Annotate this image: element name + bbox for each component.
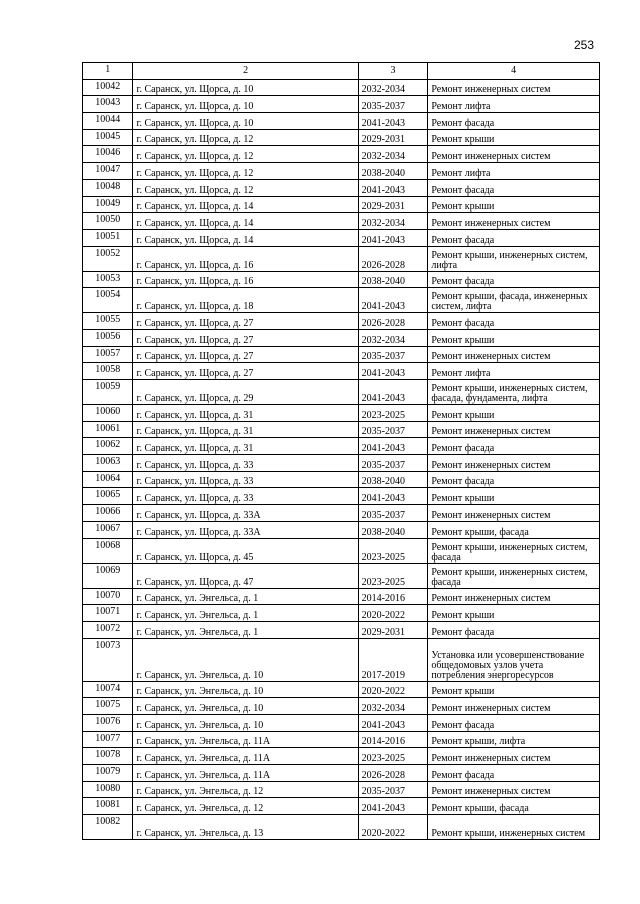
- work-type-cell: Ремонт крыши: [428, 605, 600, 622]
- address-cell: г. Саранск, ул. Энгельса, д. 12: [133, 798, 358, 815]
- address-cell: г. Саранск, ул. Щорса, д. 10: [133, 113, 358, 130]
- table-body: [83, 63, 600, 840]
- address-cell: г. Саранск, ул. Щорса, д. 31: [133, 421, 358, 438]
- table-row: [83, 129, 600, 146]
- address-cell: г. Саранск, ул. Щорса, д. 27: [133, 329, 358, 346]
- table-row: [83, 605, 600, 622]
- work-type-cell: Установка или усовершенствование общедомовых узлов учета потребления энергоресурсов: [428, 638, 600, 681]
- work-type-cell: Ремонт инженерных систем: [428, 421, 600, 438]
- row-number-cell: 10071: [83, 605, 133, 622]
- address-cell: г. Саранск, ул. Щорса, д. 33: [133, 488, 358, 505]
- address-cell: г. Саранск, ул. Щорса, д. 12: [133, 146, 358, 163]
- table-row: [83, 113, 600, 130]
- header-col-3: 3: [358, 63, 428, 80]
- row-number-cell: 10061: [83, 421, 133, 438]
- period-cell: 2035-2037: [358, 781, 428, 798]
- period-cell: 2041-2043: [358, 798, 428, 815]
- row-number-cell: 10055: [83, 313, 133, 330]
- address-cell: г. Саранск, ул. Энгельса, д. 12: [133, 781, 358, 798]
- period-cell: 2014-2016: [358, 731, 428, 748]
- period-cell: 2017-2019: [358, 638, 428, 681]
- period-cell: 2041-2043: [358, 229, 428, 246]
- address-cell: г. Саранск, ул. Энгельса, д. 1: [133, 605, 358, 622]
- table-row: [83, 96, 600, 113]
- period-cell: 2026-2028: [358, 765, 428, 782]
- period-cell: 2041-2043: [358, 288, 428, 313]
- row-number-cell: 10059: [83, 380, 133, 405]
- table-row: [83, 79, 600, 96]
- address-cell: г. Саранск, ул. Щорса, д. 10: [133, 96, 358, 113]
- address-cell: г. Саранск, ул. Щорса, д. 12: [133, 129, 358, 146]
- table-row: [83, 363, 600, 380]
- period-cell: 2035-2037: [358, 505, 428, 522]
- period-cell: 2041-2043: [358, 363, 428, 380]
- table-row: [83, 765, 600, 782]
- table-row: [83, 563, 600, 588]
- work-type-cell: Ремонт крыши: [428, 329, 600, 346]
- period-cell: 2032-2034: [358, 79, 428, 96]
- header-col-4: 4: [428, 63, 600, 80]
- address-cell: г. Саранск, ул. Щорса, д. 14: [133, 229, 358, 246]
- period-cell: 2026-2028: [358, 313, 428, 330]
- address-cell: г. Саранск, ул. Энгельса, д. 1: [133, 588, 358, 605]
- row-number-cell: 10042: [83, 79, 133, 96]
- row-number-cell: 10047: [83, 163, 133, 180]
- address-cell: г. Саранск, ул. Щорса, д. 33А: [133, 505, 358, 522]
- work-type-cell: Ремонт крыши, инженерных систем, лифта: [428, 246, 600, 271]
- period-cell: 2032-2034: [358, 146, 428, 163]
- row-number-cell: 10054: [83, 288, 133, 313]
- address-cell: г. Саранск, ул. Щорса, д. 27: [133, 346, 358, 363]
- address-cell: г. Саранск, ул. Щорса, д. 47: [133, 563, 358, 588]
- row-number-cell: 10062: [83, 438, 133, 455]
- work-type-cell: Ремонт крыши: [428, 196, 600, 213]
- address-cell: г. Саранск, ул. Щорса, д. 14: [133, 196, 358, 213]
- period-cell: 2014-2016: [358, 588, 428, 605]
- address-cell: г. Саранск, ул. Энгельса, д. 1: [133, 621, 358, 638]
- row-number-cell: 10076: [83, 714, 133, 731]
- work-type-cell: Ремонт крыши: [428, 488, 600, 505]
- period-cell: 2032-2034: [358, 329, 428, 346]
- row-number-cell: 10068: [83, 538, 133, 563]
- work-type-cell: Ремонт крыши, фасада, инженерных систем, лифта: [428, 288, 600, 313]
- work-type-cell: Ремонт фасада: [428, 229, 600, 246]
- row-number-cell: 10063: [83, 455, 133, 472]
- row-number-cell: 10073: [83, 638, 133, 681]
- period-cell: 2035-2037: [358, 346, 428, 363]
- address-cell: г. Саранск, ул. Энгельса, д. 10: [133, 681, 358, 698]
- table-row: [83, 471, 600, 488]
- period-cell: 2029-2031: [358, 129, 428, 146]
- table-row: [83, 748, 600, 765]
- table-row: [83, 731, 600, 748]
- work-type-cell: Ремонт инженерных систем: [428, 346, 600, 363]
- row-number-cell: 10049: [83, 196, 133, 213]
- table-row: [83, 621, 600, 638]
- table-header-row: [83, 63, 600, 80]
- address-cell: г. Саранск, ул. Щорса, д. 14: [133, 213, 358, 230]
- work-type-cell: Ремонт фасада: [428, 271, 600, 288]
- table-row: [83, 521, 600, 538]
- work-type-cell: Ремонт крыши, лифта: [428, 731, 600, 748]
- period-cell: 2038-2040: [358, 163, 428, 180]
- work-type-cell: Ремонт крыши: [428, 405, 600, 422]
- work-type-cell: Ремонт инженерных систем: [428, 748, 600, 765]
- row-number-cell: 10060: [83, 405, 133, 422]
- address-cell: г. Саранск, ул. Щорса, д. 33: [133, 455, 358, 472]
- address-cell: г. Саранск, ул. Щорса, д. 29: [133, 380, 358, 405]
- table-row: [83, 405, 600, 422]
- table-row: [83, 538, 600, 563]
- row-number-cell: 10065: [83, 488, 133, 505]
- header-col-2: 2: [133, 63, 358, 80]
- row-number-cell: 10052: [83, 246, 133, 271]
- row-number-cell: 10079: [83, 765, 133, 782]
- period-cell: 2035-2037: [358, 421, 428, 438]
- address-cell: г. Саранск, ул. Щорса, д. 12: [133, 163, 358, 180]
- address-cell: г. Саранск, ул. Щорса, д. 31: [133, 438, 358, 455]
- work-type-cell: Ремонт крыши, фасада: [428, 521, 600, 538]
- work-type-cell: Ремонт фасада: [428, 765, 600, 782]
- table-row: [83, 213, 600, 230]
- period-cell: 2023-2025: [358, 405, 428, 422]
- row-number-cell: 10069: [83, 563, 133, 588]
- table-row: [83, 271, 600, 288]
- row-number-cell: 10081: [83, 798, 133, 815]
- period-cell: 2038-2040: [358, 471, 428, 488]
- table-row: [83, 781, 600, 798]
- table-row: [83, 505, 600, 522]
- table-row: [83, 488, 600, 505]
- work-type-cell: Ремонт крыши: [428, 681, 600, 698]
- address-cell: г. Саранск, ул. Щорса, д. 10: [133, 79, 358, 96]
- row-number-cell: 10067: [83, 521, 133, 538]
- address-cell: г. Саранск, ул. Щорса, д. 27: [133, 313, 358, 330]
- address-cell: г. Саранск, ул. Энгельса, д. 10: [133, 638, 358, 681]
- work-type-cell: Ремонт фасада: [428, 113, 600, 130]
- work-type-cell: Ремонт инженерных систем: [428, 588, 600, 605]
- table-row: [83, 146, 600, 163]
- table-row: [83, 246, 600, 271]
- row-number-cell: 10058: [83, 363, 133, 380]
- table-row: [83, 714, 600, 731]
- row-number-cell: 10050: [83, 213, 133, 230]
- period-cell: 2023-2025: [358, 563, 428, 588]
- table-row: [83, 588, 600, 605]
- period-cell: 2032-2034: [358, 698, 428, 715]
- period-cell: 2020-2022: [358, 605, 428, 622]
- address-cell: г. Саранск, ул. Энгельса, д. 13: [133, 815, 358, 840]
- period-cell: 2041-2043: [358, 179, 428, 196]
- work-type-cell: Ремонт крыши, инженерных систем, фасада: [428, 563, 600, 588]
- address-cell: г. Саранск, ул. Щорса, д. 33: [133, 471, 358, 488]
- work-type-cell: Ремонт крыши, инженерных систем: [428, 815, 600, 840]
- work-type-cell: Ремонт фасада: [428, 621, 600, 638]
- table-row: [83, 455, 600, 472]
- table-row: [83, 179, 600, 196]
- period-cell: 2032-2034: [358, 213, 428, 230]
- table-row: [83, 815, 600, 840]
- table-row: [83, 196, 600, 213]
- table-row: [83, 346, 600, 363]
- work-type-cell: Ремонт фасада: [428, 714, 600, 731]
- address-cell: г. Саранск, ул. Щорса, д. 31: [133, 405, 358, 422]
- period-cell: 2038-2040: [358, 521, 428, 538]
- row-number-cell: 10056: [83, 329, 133, 346]
- work-type-cell: Ремонт лифта: [428, 363, 600, 380]
- address-cell: г. Саранск, ул. Щорса, д. 12: [133, 179, 358, 196]
- table-row: [83, 313, 600, 330]
- period-cell: 2029-2031: [358, 196, 428, 213]
- work-type-cell: Ремонт фасада: [428, 471, 600, 488]
- period-cell: 2026-2028: [358, 246, 428, 271]
- period-cell: 2041-2043: [358, 113, 428, 130]
- address-cell: г. Саранск, ул. Энгельса, д. 11А: [133, 731, 358, 748]
- row-number-cell: 10064: [83, 471, 133, 488]
- row-number-cell: 10051: [83, 229, 133, 246]
- row-number-cell: 10072: [83, 621, 133, 638]
- work-type-cell: Ремонт инженерных систем: [428, 505, 600, 522]
- work-type-cell: Ремонт крыши, инженерных систем, фасада, фундамента, лифта: [428, 380, 600, 405]
- work-type-cell: Ремонт крыши: [428, 129, 600, 146]
- address-cell: г. Саранск, ул. Щорса, д. 18: [133, 288, 358, 313]
- work-type-cell: Ремонт инженерных систем: [428, 79, 600, 96]
- row-number-cell: 10074: [83, 681, 133, 698]
- address-cell: г. Саранск, ул. Щорса, д. 45: [133, 538, 358, 563]
- period-cell: 2020-2022: [358, 815, 428, 840]
- capital-repair-table: [82, 62, 600, 840]
- row-number-cell: 10043: [83, 96, 133, 113]
- page-number: 253: [573, 38, 594, 52]
- work-type-cell: Ремонт крыши, фасада: [428, 798, 600, 815]
- table-row: [83, 681, 600, 698]
- row-number-cell: 10053: [83, 271, 133, 288]
- row-number-cell: 10066: [83, 505, 133, 522]
- work-type-cell: Ремонт лифта: [428, 163, 600, 180]
- table-row: [83, 329, 600, 346]
- table-row: [83, 638, 600, 681]
- header-col-1: 1: [83, 63, 133, 80]
- work-type-cell: Ремонт инженерных систем: [428, 455, 600, 472]
- row-number-cell: 10045: [83, 129, 133, 146]
- table-row: [83, 380, 600, 405]
- work-type-cell: Ремонт инженерных систем: [428, 698, 600, 715]
- address-cell: г. Саранск, ул. Щорса, д. 16: [133, 271, 358, 288]
- address-cell: г. Саранск, ул. Энгельса, д. 11А: [133, 765, 358, 782]
- period-cell: 2041-2043: [358, 488, 428, 505]
- row-number-cell: 10077: [83, 731, 133, 748]
- period-cell: 2041-2043: [358, 438, 428, 455]
- table-row: [83, 438, 600, 455]
- row-number-cell: 10080: [83, 781, 133, 798]
- period-cell: 2023-2025: [358, 748, 428, 765]
- address-cell: г. Саранск, ул. Энгельса, д. 11А: [133, 748, 358, 765]
- period-cell: 2035-2037: [358, 96, 428, 113]
- period-cell: 2041-2043: [358, 380, 428, 405]
- work-type-cell: Ремонт инженерных систем: [428, 781, 600, 798]
- work-type-cell: Ремонт фасада: [428, 313, 600, 330]
- work-type-cell: Ремонт инженерных систем: [428, 213, 600, 230]
- row-number-cell: 10070: [83, 588, 133, 605]
- table-row: [83, 798, 600, 815]
- row-number-cell: 10046: [83, 146, 133, 163]
- table-row: [83, 288, 600, 313]
- period-cell: 2041-2043: [358, 714, 428, 731]
- table-row: [83, 163, 600, 180]
- period-cell: 2035-2037: [358, 455, 428, 472]
- table-row: [83, 421, 600, 438]
- row-number-cell: 10075: [83, 698, 133, 715]
- work-type-cell: Ремонт лифта: [428, 96, 600, 113]
- address-cell: г. Саранск, ул. Энгельса, д. 10: [133, 714, 358, 731]
- work-type-cell: Ремонт фасада: [428, 438, 600, 455]
- table-row: [83, 229, 600, 246]
- address-cell: г. Саранск, ул. Щорса, д. 33А: [133, 521, 358, 538]
- period-cell: 2038-2040: [358, 271, 428, 288]
- period-cell: 2023-2025: [358, 538, 428, 563]
- row-number-cell: 10057: [83, 346, 133, 363]
- table-row: [83, 698, 600, 715]
- address-cell: г. Саранск, ул. Энгельса, д. 10: [133, 698, 358, 715]
- period-cell: 2020-2022: [358, 681, 428, 698]
- row-number-cell: 10082: [83, 815, 133, 840]
- work-type-cell: Ремонт крыши, инженерных систем, фасада: [428, 538, 600, 563]
- row-number-cell: 10044: [83, 113, 133, 130]
- address-cell: г. Саранск, ул. Щорса, д. 16: [133, 246, 358, 271]
- address-cell: г. Саранск, ул. Щорса, д. 27: [133, 363, 358, 380]
- row-number-cell: 10048: [83, 179, 133, 196]
- period-cell: 2029-2031: [358, 621, 428, 638]
- row-number-cell: 10078: [83, 748, 133, 765]
- work-type-cell: Ремонт фасада: [428, 179, 600, 196]
- work-type-cell: Ремонт инженерных систем: [428, 146, 600, 163]
